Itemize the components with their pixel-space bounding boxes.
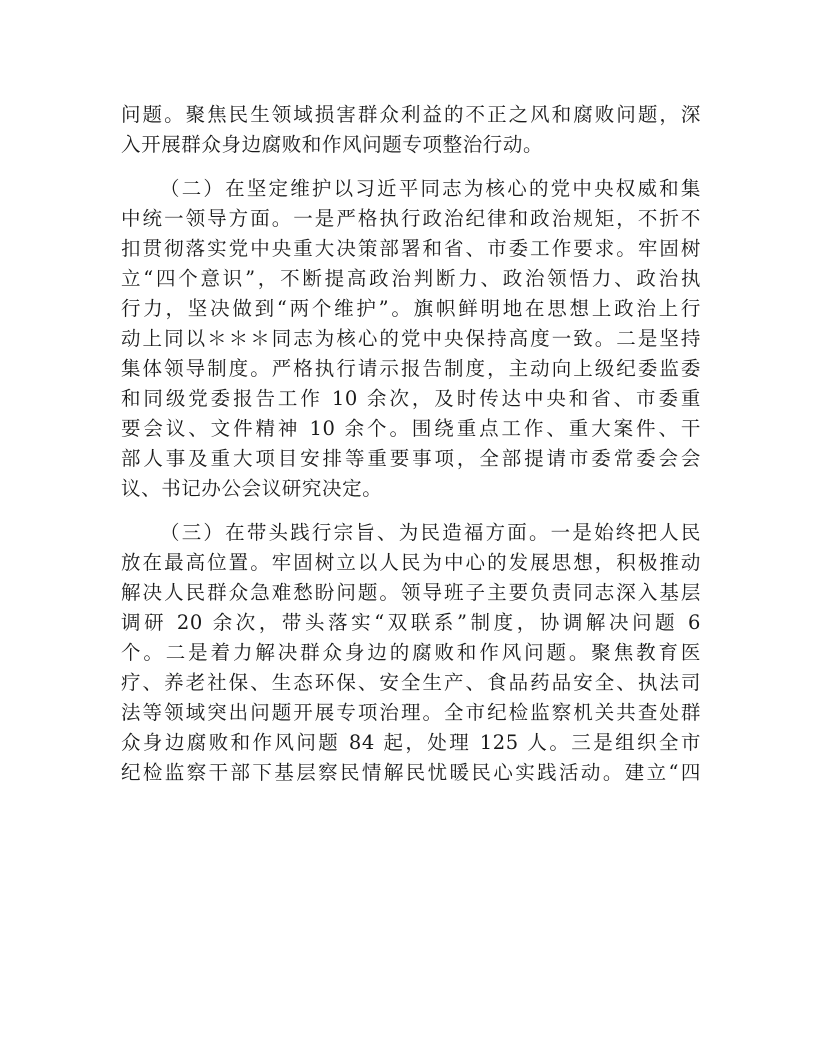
- document-body: [121, 100, 701, 802]
- text-line: 放在最高位置。牢固树立以人民为中心的发展思想，积极推动: [121, 551, 701, 574]
- text-line: 要会议、文件精神 10 余个。围绕重点工作、重大案件、干: [121, 417, 701, 440]
- text-line: 入开展群众身边腐败和作风问题专项整治行动。: [121, 133, 544, 156]
- text-line: 立“四个意识”，不断提高政治判断力、政治领悟力、政治执: [121, 267, 701, 290]
- text-line: 和同级党委报告工作 10 余次，及时传达中央和省、市委重: [121, 387, 701, 410]
- text-line: 中统一领导方面。一是严格执行政治纪律和政治规矩，不折不: [121, 207, 701, 230]
- text-line: （三）在带头践行宗旨、为民造福方面。一是始终把人民: [160, 521, 701, 544]
- text-line: 行力，坚决做到“两个维护”。旗帜鲜明地在思想上政治上行: [121, 297, 701, 320]
- text-line: 调研 20 余次，带头落实“双联系”制度，协调解决问题 6: [121, 611, 701, 634]
- text-line: 扣贯彻落实党中央重大决策部署和省、市委工作要求。牢固树: [121, 237, 701, 260]
- text-line: 解决人民群众急难愁盼问题。领导班子主要负责同志深入基层: [121, 581, 701, 604]
- text-line: 动上同以＊＊＊同志为核心的党中央保持高度一致。二是坚持: [121, 327, 701, 350]
- text-line: 众身边腐败和作风问题 84 起，处理 125 人。三是组织全市: [121, 731, 701, 754]
- paragraph-1: [121, 100, 701, 160]
- text-line: 问题。聚焦民生领域损害群众利益的不正之风和腐败问题，深: [121, 103, 701, 126]
- text-line: 部人事及重大项目安排等重要事项，全部提请市委常委会会: [121, 447, 701, 470]
- text-line: 集体领导制度。严格执行请示报告制度，主动向上级纪委监委: [121, 357, 701, 380]
- text-line: 议、书记办公会议研究决定。: [121, 477, 383, 500]
- text-line: 纪检监察干部下基层察民情解民忧暖民心实践活动。建立“四: [121, 761, 701, 784]
- text-line: 个。二是着力解决群众身边的腐败和作风问题。聚焦教育医: [121, 641, 701, 664]
- text-line: 法等领域突出问题开展专项治理。全市纪检监察机关共查处群: [121, 701, 701, 724]
- paragraph-3: [121, 518, 701, 788]
- paragraph-2: [121, 174, 701, 504]
- text-line: 疗、养老社保、生态环保、安全生产、食品药品安全、执法司: [121, 671, 701, 694]
- text-line: （二）在坚定维护以习近平同志为核心的党中央权威和集: [160, 177, 701, 200]
